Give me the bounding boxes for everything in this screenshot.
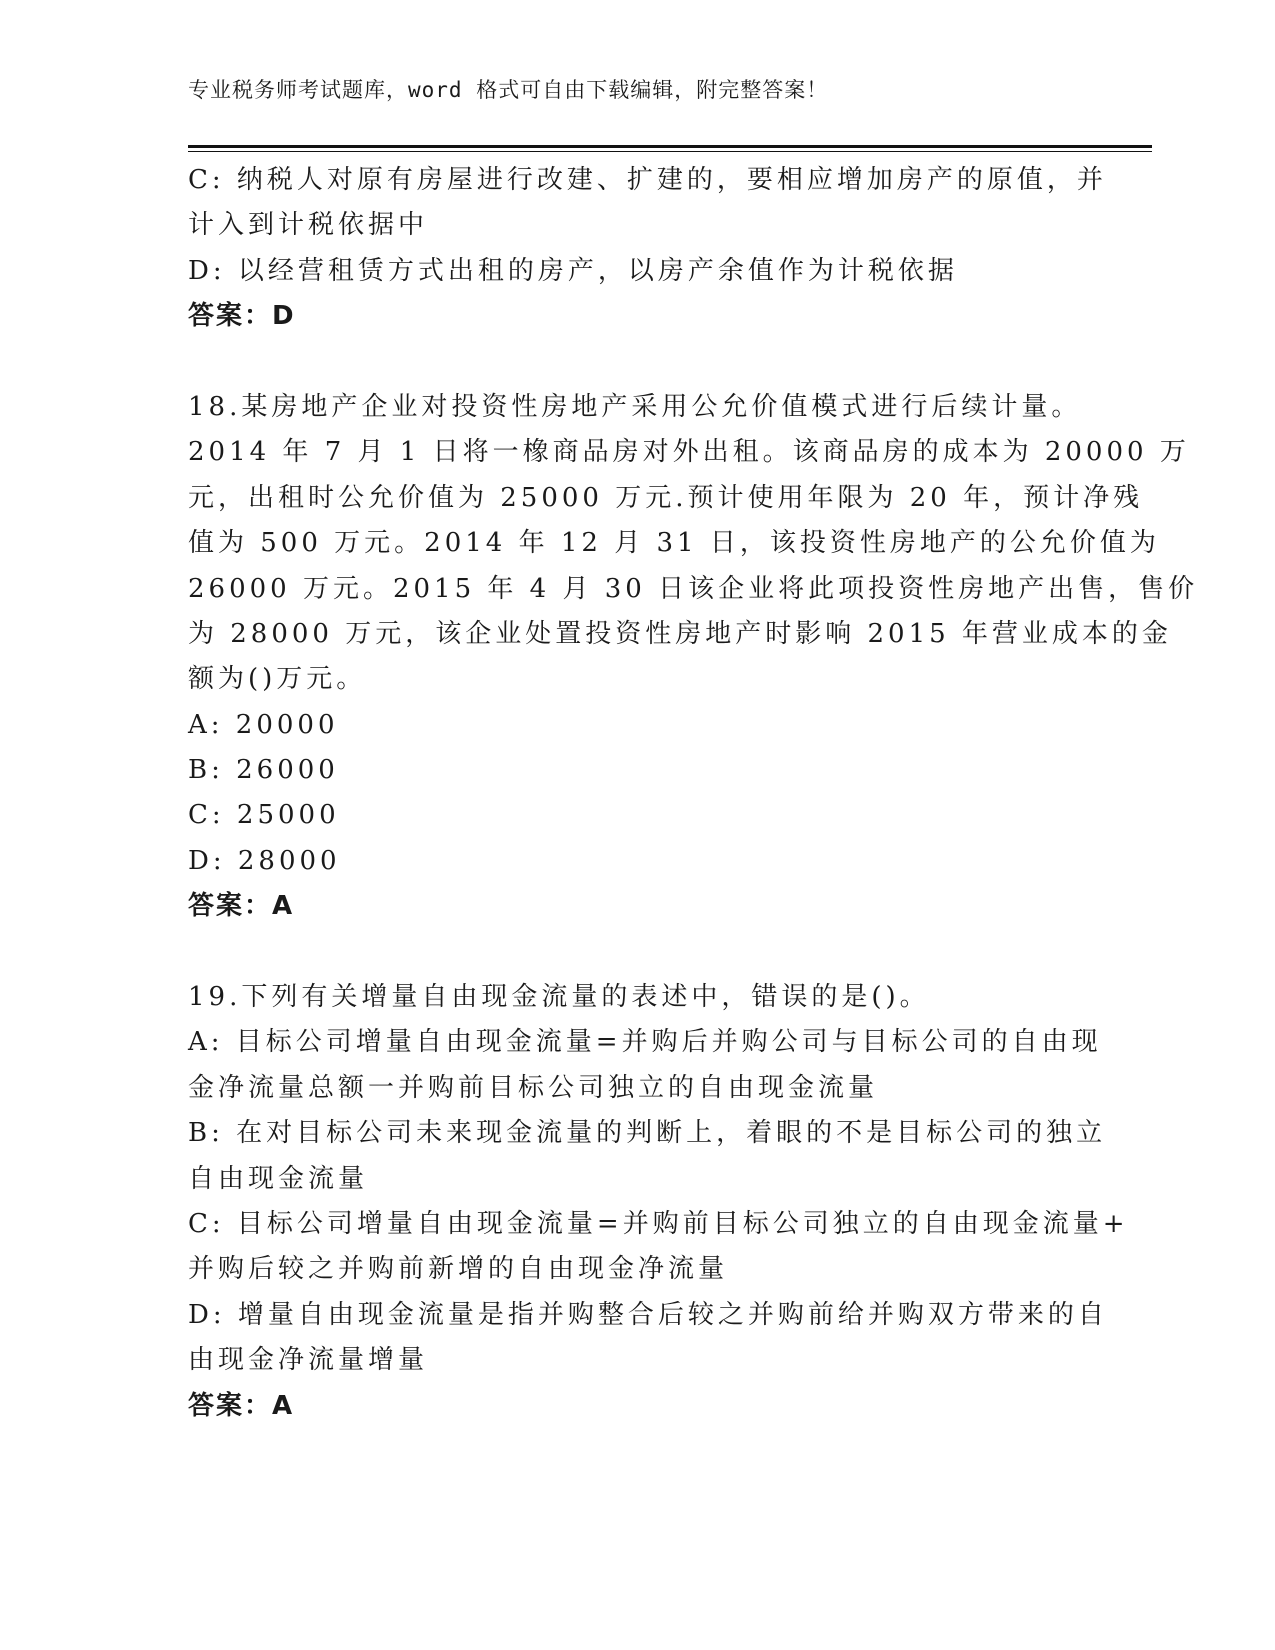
header-rule-thick: [188, 145, 1152, 148]
question-stem-line: 19.下列有关增量自由现金流量的表述中，错误的是()。: [188, 982, 930, 1013]
header-rule-thin: [188, 151, 1152, 152]
option-a-line: 金净流量总额一并购前目标公司独立的自由现金流量: [188, 1072, 879, 1103]
option-a-line: A: 20000: [188, 709, 339, 740]
option-b-line: 自由现金流量: [188, 1163, 369, 1194]
option-b-line: B: 在对目标公司未来现金流量的判断上，着眼的不是目标公司的独立: [188, 1118, 1107, 1149]
answer-line: 答案：A: [188, 1390, 295, 1421]
option-b-line: B: 26000: [188, 755, 339, 786]
option-d-line: D: 以经营租赁方式出租的房产，以房产余值作为计税依据: [188, 255, 958, 286]
page-header: 专业税务师考试题库，word 格式可自由下载编辑，附完整答案！: [188, 78, 829, 102]
question-stem-line: 为 28000 万元，该企业处置投资性房地产时影响 2015 年营业成本的金: [188, 618, 1172, 649]
spacer: [188, 930, 1088, 975]
option-d-line: D: 增量自由现金流量是指并购整合后较之并购前给并购双方带来的自: [188, 1299, 1108, 1330]
question-stem-line: 18.某房地产企业对投资性房地产采用公允价值模式进行后续计量。: [188, 391, 1082, 422]
option-c-line: 并购后较之并购前新增的自由现金净流量: [188, 1254, 729, 1285]
option-d-line: D: 28000: [188, 845, 341, 876]
question-stem-line: 26000 万元。2015 年 4 月 30 日该企业将此项投资性房地产出售，售价: [188, 573, 1199, 604]
answer-line: 答案：D: [188, 301, 296, 332]
option-c-line: C: 25000: [188, 800, 340, 831]
option-c-line: C: 纳税人对原有房屋进行改建、扩建的，要相应增加房产的原值，并: [188, 165, 1107, 195]
question-18: [188, 385, 1199, 930]
option-c-line: C: 目标公司增量自由现金流量=并购前目标公司独立的自由现金流量+: [188, 1208, 1129, 1239]
option-d-line: 由现金净流量增量: [188, 1345, 429, 1376]
question-stem-line: 值为 500 万元。2014 年 12 月 31 日，该投资性房地产的公允价值为: [188, 528, 1160, 559]
question-stem-line: 额为()万元。: [188, 664, 367, 695]
answer-line: 答案：A: [188, 891, 295, 922]
previous-question-tail: [188, 158, 1107, 340]
question-19: [188, 975, 1129, 1429]
option-a-line: A: 目标公司增量自由现金流量=并购后并购公司与目标公司的自由现: [188, 1027, 1102, 1058]
question-stem-line: 元，出租时公允价值为 25000 万元.预计使用年限为 20 年，预计净残: [188, 482, 1144, 513]
page-content: [188, 158, 1199, 1429]
spacer: [188, 340, 1088, 385]
option-c-line: 计入到计税依据中: [188, 210, 429, 241]
question-stem-line: 2014 年 7 月 1 日将一橡商品房对外出租。该商品房的成本为 20000 万: [188, 437, 1190, 468]
